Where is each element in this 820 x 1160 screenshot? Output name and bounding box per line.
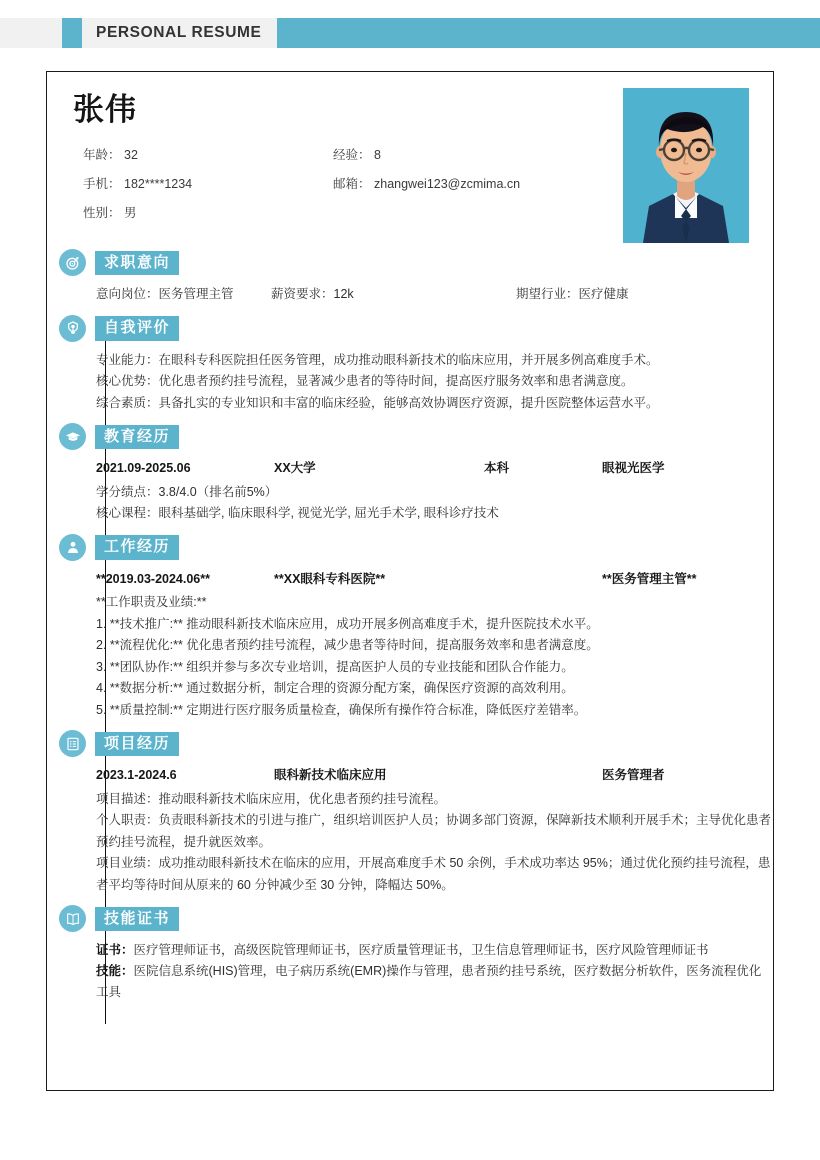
certificates-value: 医疗管理师证书，高级医院管理师证书，医疗质量管理证书，卫生信息管理师证书，医疗风险管理师证书 <box>133 943 709 957</box>
contact-row <box>83 174 603 192</box>
skills-abilities-line <box>96 961 773 1003</box>
work-spacer <box>484 569 602 591</box>
contact-email-value: zhangwei123@zcmima.cn <box>374 177 521 191</box>
graduation-cap-icon <box>59 423 86 450</box>
education-major: 眼视光医学 <box>602 461 665 475</box>
section-header <box>83 315 773 343</box>
work-subtitle: **工作职责及业绩:** <box>96 595 207 609</box>
self-evaluation-line: 综合素质：具备扎实的专业知识和丰富的临床经验，能够高效协调医疗资源，提升医院整体运营水平。 <box>96 395 659 410</box>
contact-info <box>83 145 603 232</box>
profile-photo <box>623 88 749 243</box>
section-header <box>83 423 773 451</box>
intention-salary: 薪资要求：12k <box>271 287 354 301</box>
skills-certificates-line <box>96 940 773 961</box>
project-date: 2023.1-2024.6 <box>96 768 177 782</box>
contact-age <box>83 145 333 163</box>
award-icon <box>59 315 86 342</box>
section-title: 技能证书 <box>95 907 179 931</box>
self-evaluation-line: 核心优势：优化患者预约挂号流程，显著减少患者的等待时间，提高医疗服务效率和患者满意度。 <box>96 374 634 388</box>
work-bullet: 4. **数据分析:** 通过数据分析，制定合理的资源分配方案，确保医疗资源的高效利用。 <box>96 681 574 695</box>
contact-row <box>83 203 603 221</box>
education-degree: 本科 <box>484 461 510 475</box>
project-role: 医务管理者 <box>602 768 665 782</box>
contact-row <box>83 145 603 163</box>
section-job-intention <box>47 249 773 306</box>
intention-industry: 期望行业：医疗健康 <box>516 287 629 301</box>
resume-header <box>47 72 773 240</box>
person-icon <box>59 534 86 561</box>
book-icon <box>59 905 86 932</box>
contact-gender-value: 男 <box>124 206 137 220</box>
section-title: 求职意向 <box>95 251 179 275</box>
banner-accent-tab <box>62 18 82 48</box>
work-role: **医务管理主管** <box>602 571 697 586</box>
project-line: 个人职责：负责眼科新技术的引进与推广，组织培训医护人员；协调多部门资源，保障新技术顺利开展手术；主导优化患者预约挂号流程，提升就医效率。 <box>96 813 772 849</box>
section-self-evaluation <box>47 315 773 415</box>
work-bullet: 5. **质量控制:** 定期进行医疗服务质量检查，确保所有操作符合标准，降低医疗差错率。 <box>96 702 587 717</box>
banner-title-box <box>82 18 277 48</box>
resume-card <box>46 71 774 1091</box>
target-icon <box>59 249 86 276</box>
contact-age-value: 32 <box>124 148 138 162</box>
section-work-experience <box>47 534 773 722</box>
work-entry-row <box>96 569 773 591</box>
section-title: 项目经历 <box>95 732 179 756</box>
education-line: 学分绩点：3.8/4.0（排名前5%） <box>96 484 278 499</box>
education-line: 核心课程：眼科基础学, 临床眼科学, 视觉光学, 屈光手术学, 眼科诊疗技术 <box>96 506 499 520</box>
project-name: 眼科新技术临床应用 <box>274 768 387 782</box>
education-date: 2021.09-2025.06 <box>96 461 191 475</box>
contact-gender-label: 性别： <box>83 206 121 220</box>
contact-phone-label: 手机： <box>83 177 121 191</box>
section-title: 教育经历 <box>95 425 179 449</box>
list-icon <box>59 730 86 757</box>
section-header <box>83 249 773 277</box>
section-header <box>83 730 773 758</box>
contact-phone <box>83 174 333 192</box>
education-school: XX大学 <box>274 461 316 475</box>
section-content <box>83 562 773 722</box>
section-title: 工作经历 <box>95 535 179 559</box>
work-bullet: 3. **团队协作:** 组织并参与多次专业培训，提高医护人员的专业技能和团队合作能力。 <box>96 659 574 674</box>
project-line: 项目业绩：成功推动眼科新技术在临床的应用，开展高难度手术 50 余例，手术成功率达 95%；通过优化预约挂号流程，患者平均等待时间从原来的 60 分钟减少至 30 分钟，降幅达 50%。 <box>96 856 771 892</box>
section-content <box>83 343 773 415</box>
contact-gender <box>83 203 333 221</box>
section-education <box>47 423 773 525</box>
work-bullet: 2. **流程优化:** 优化患者预约挂号流程，减少患者等待时间，提高服务效率和患者满意度。 <box>96 638 599 652</box>
banner-left-spacer <box>0 18 62 48</box>
page-banner <box>0 18 820 48</box>
contact-experience-label: 经验： <box>333 148 371 162</box>
section-title: 自我评价 <box>95 316 179 340</box>
section-header <box>83 534 773 562</box>
project-entry-row <box>96 765 773 787</box>
work-bullet: 1. **技术推广:** 推动眼科新技术临床应用，成功开展多例高难度手术，提升医院技术水平。 <box>96 616 599 631</box>
banner-accent-fill <box>277 18 820 48</box>
project-line: 项目描述：推动眼科新技术临床应用，优化患者预约挂号流程。 <box>96 791 447 806</box>
candidate-name: 张伟 <box>73 92 137 127</box>
portrait-illustration <box>623 88 749 243</box>
contact-email-label: 邮箱： <box>333 177 371 191</box>
section-skills-certificates <box>47 905 773 1003</box>
skills-label: 技能： <box>96 964 134 978</box>
work-date: **2019.03-2024.06** <box>96 571 210 586</box>
contact-phone-value: 182****1234 <box>124 177 193 191</box>
section-content <box>83 451 773 525</box>
intention-position: 意向岗位：医务管理主管 <box>96 287 234 301</box>
education-entry-row <box>96 458 773 480</box>
certificates-label: 证书： <box>96 943 134 957</box>
section-header <box>83 905 773 933</box>
skills-value: 医院信息系统(HIS)管理，电子病历系统(EMR)操作与管理，患者预约挂号系统，医疗数据分析软件，医务流程优化工具 <box>96 964 762 999</box>
intention-row <box>96 284 773 306</box>
work-company: **XX眼科专科医院** <box>274 571 386 586</box>
contact-experience <box>333 145 603 163</box>
section-content <box>83 933 773 1003</box>
contact-age-label: 年龄： <box>83 148 121 162</box>
section-project-experience <box>47 730 773 896</box>
contact-experience-value: 8 <box>374 148 381 162</box>
self-evaluation-line: 专业能力：在眼科专科医院担任医务管理，成功推动眼科新技术的临床应用，并开展多例高难度手术。 <box>96 352 659 367</box>
section-content <box>83 277 773 306</box>
page-title: PERSONAL RESUME <box>96 24 262 41</box>
contact-email <box>333 174 603 192</box>
project-spacer <box>484 765 602 787</box>
section-content <box>83 758 773 896</box>
